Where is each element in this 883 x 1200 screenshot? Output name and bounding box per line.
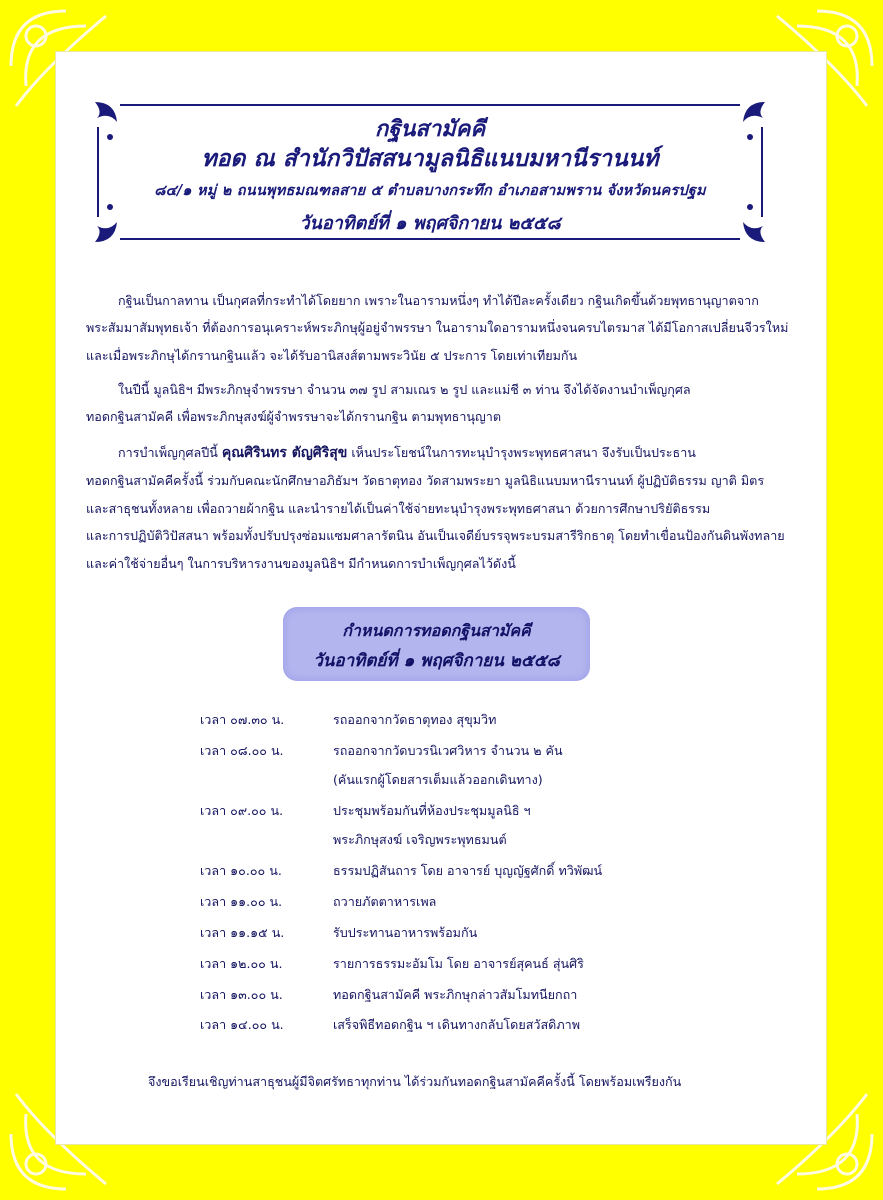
header-date: วันอาทิตย์ที่ ๑ พฤศจิกายน ๒๕๕๘ xyxy=(299,213,561,234)
schedule-row xyxy=(200,741,760,767)
paragraph-line: ทอดกฐินสามัคคี เพื่อพระภิกษุสงฆ์ผู้จำพรรษาจะได้กรานกฐิน ตามพุทธานุญาต xyxy=(86,409,501,424)
paragraph-3-cont xyxy=(86,467,785,577)
paragraph-line: กฐินเป็นกาลทาน เป็นกุศลที่กระทำได้โดยยาก เพราะในอารามหนึ่งๆ ทำได้ปีละครั้งเดียว กฐินเกิดขึ้นด้วยพุทธานุญาตจาก xyxy=(118,293,759,308)
paragraph-line: และค่าใช้จ่ายอื่นๆ ในการบริหารงานของมูลนิธิฯ มีกำหนดการบำเพ็ญกุศลไว้ดังนี้ xyxy=(86,555,516,571)
schedule-activity: ทอดกฐินสามัคคี พระภิกษุกล่าวสัมโมทนียกถา xyxy=(333,987,578,1002)
paragraph-line: พระสัมมาสัมพุทธเจ้า ที่ต้องการอนุเคราะห์พระภิกษุผู้อยู่จำพรรษา ในอารามใดอารามหนึ่งจนครบไตรมาส ได้มีโอกาสเปลี่ยนจีวรใหม่ xyxy=(86,320,789,335)
paragraph-1 xyxy=(118,287,786,315)
paragraph-2 xyxy=(118,376,786,404)
schedule-activity: รถออกจากวัดบวรนิเวศวิหาร จำนวน ๒ คัน xyxy=(333,743,563,758)
schedule-time: เวลา ๐๗.๓๐ น. xyxy=(200,712,285,727)
schedule-activity: ถวายภัตตาหารเพล xyxy=(333,894,437,909)
schedule-row xyxy=(200,710,760,736)
schedule-row xyxy=(200,861,760,887)
schedule-activity: รับประทานอาหารพร้อมกัน xyxy=(333,925,478,940)
schedule-time: เวลา ๑๐.๐๐ น. xyxy=(200,863,282,878)
header-box xyxy=(90,97,770,247)
schedule-title-box xyxy=(283,607,590,681)
paragraph-line: และสาธุชนทั้งหลาย เพื่อถวายผ้ากฐิน และนำรายได้เป็นค่าใช้จ่ายทะนุบำรุงพระพุทธศาสนา ด้วยการศึกษาปริยัติธรรม xyxy=(86,500,711,516)
schedule-row xyxy=(200,985,760,1011)
paragraph-3 xyxy=(118,439,786,468)
schedule-activity: รายการธรรมะอัมโม โดย อาจารย์สุคนธ์ สุ่นศิริ xyxy=(333,956,584,971)
schedule-activity: รถออกจากวัดธาตุทอง สุขุมวิท xyxy=(333,712,497,727)
paragraph-3-rest: เห็นประโยชน์ในการทะนุบำรุงพระพุทธศาสนา จึงรับเป็นประธาน xyxy=(351,445,696,460)
header-address: ๘๔/๑ หมู่ ๒ ถนนพุทธมณฑลสาย ๕ ตำบลบางกระทึก อำเภอสามพราน จังหวัดนครปฐม xyxy=(154,182,706,199)
schedule-time: เวลา ๑๓.๐๐ น. xyxy=(200,987,283,1002)
paragraph-2-cont xyxy=(86,403,754,431)
paragraph-line xyxy=(118,439,786,468)
header-subtitle: ทอด ณ สำนักวิปัสสนามูลนิธิแนบมหานีรานนท์ xyxy=(201,145,659,172)
schedule-row xyxy=(200,1015,760,1041)
paragraph-3-lead: การบำเพ็ญกุศลปีนี้ xyxy=(118,445,218,460)
header-title: กฐินสามัคคี xyxy=(374,116,486,142)
paragraph-line: และการปฏิบัติวิปัสสนา พร้อมทั้งปรับปรุงซ่อมแซมศาลารัตนิน อันเป็นเจดีย์บรรจุพระบรมสารีริกธาตุ โดยทำเขื่อนป้องกันดินพังทลาย xyxy=(86,528,785,543)
schedule-row xyxy=(200,954,760,980)
schedule-activity: ประชุมพร้อมกันที่ห้องประชุมมูลนิธิ ฯ xyxy=(333,803,531,818)
schedule-activity: เสร็จพิธีทอดกฐิน ฯ เดินทางกลับโดยสวัสดิภาพ xyxy=(333,1017,580,1032)
schedule-activity: ธรรมปฏิสันถาร โดย อาจารย์ บุญญัฐศักดิ์ ทวิพัฒน์ xyxy=(333,863,603,878)
schedule-activity: พระภิกษุสงฆ์ เจริญพระพุทธมนต์ xyxy=(333,832,507,847)
schedule-time: เวลา ๑๔.๐๐ น. xyxy=(200,1017,284,1032)
schedule-time: เวลา ๑๒.๐๐ น. xyxy=(200,956,283,971)
schedule-time: เวลา ๑๑.๐๐ น. xyxy=(200,894,283,909)
paragraph-line: และเมื่อพระภิกษุได้กรานกฐินแล้ว จะได้รับอานิสงส์ตามพระวินัย ๕ ประการ โดยเท่าเทียมกัน xyxy=(86,347,578,363)
paragraph-line: ทอดกฐินสามัคคีครั้งนี้ ร่วมกับคณะนักศึกษาอภิธัมฯ วัดธาตุทอง วัดสามพระยา มูลนิธิแนบมหานีรานนท์ ผู้ปฏิบัติธรรม ญาติ มิตร xyxy=(86,473,765,488)
schedule-date: วันอาทิตย์ที่ ๑ พฤศจิกายน ๒๕๕๘ xyxy=(313,651,560,671)
schedule-row xyxy=(200,770,760,796)
schedule-activity: (คันแรกผู้โดยสารเต็มแล้วออกเดินทาง) xyxy=(333,772,543,787)
schedule-time: เวลา ๑๑.๑๕ น. xyxy=(200,925,285,940)
schedule-time: เวลา ๐๙.๐๐ น. xyxy=(200,803,284,818)
schedule-time: เวลา ๐๘.๐๐ น. xyxy=(200,743,284,758)
chairperson-name: คุณศิรินทร ตัญศิริสุข xyxy=(221,445,348,461)
closing-invitation: จึงขอเรียนเชิญท่านสาธุชนผู้มีจิตศรัทธาทุกท่าน ได้ร่วมกันทอดกฐินสามัคคีครั้งนี้ โดยพร้อมเพรียงกัน xyxy=(148,1074,682,1089)
schedule-title: กำหนดการทอดกฐินสามัคคี xyxy=(342,621,531,640)
schedule-row xyxy=(200,801,760,827)
schedule-row xyxy=(200,923,760,949)
schedule-row xyxy=(200,892,760,918)
paragraph-1-cont xyxy=(86,314,789,369)
paragraph-line: ในปีนี้ มูลนิธิฯ มีพระภิกษุจำพรรษา จำนวน ๓๗ รูป สามเณร ๒ รูป และแม่ชี ๓ ท่าน จึงได้จัดงานบำเพ็ญกุศล xyxy=(118,382,691,397)
schedule-row xyxy=(200,830,760,856)
